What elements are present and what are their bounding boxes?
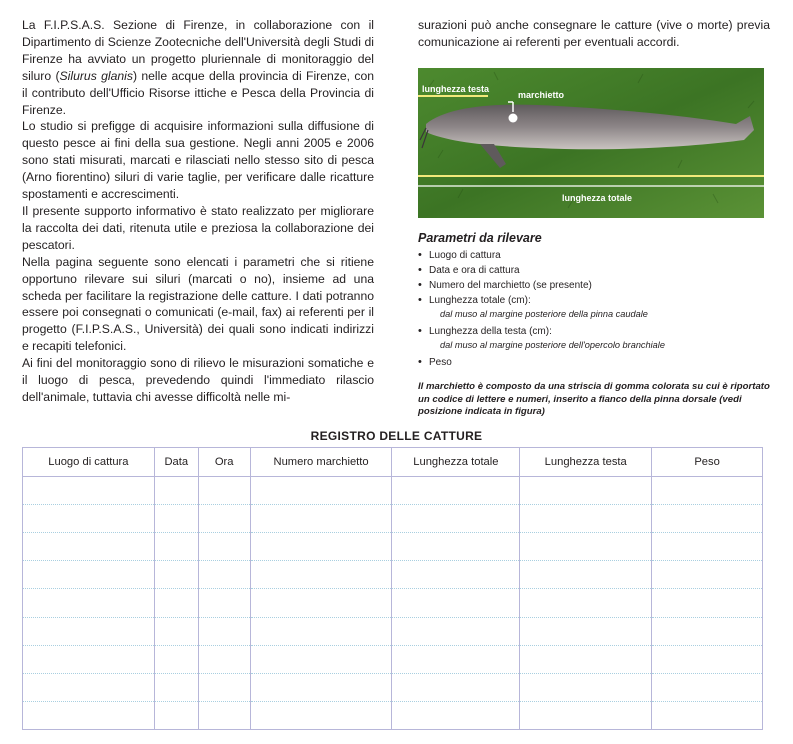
- register-cell[interactable]: [23, 617, 155, 645]
- table-row: [23, 477, 763, 505]
- column-header-total-length: Lunghezza totale: [392, 448, 520, 477]
- register-cell[interactable]: [23, 589, 155, 617]
- register-body: [23, 477, 763, 730]
- table-row: [23, 561, 763, 589]
- register-cell[interactable]: [520, 617, 652, 645]
- table-row: [23, 589, 763, 617]
- register-cell[interactable]: [392, 645, 520, 673]
- register-cell[interactable]: [520, 673, 652, 701]
- register-cell[interactable]: [392, 533, 520, 561]
- register-cell[interactable]: [154, 477, 198, 505]
- intro-paragraph-4: Nella pagina seguente sono elencati i parametri che si ritiene opportuno rilevare sui siluri (marcati o no), insieme ad una scheda per facilitare la registrazione delle catture. I dati potranno essere poi consegnati o comunicati (e-mail, fax) ai referenti per il progetto (F.I.P.S.A.S., Università) dei quali sono indicati indirizzi e recapiti telefonici.: [22, 254, 374, 354]
- register-cell[interactable]: [198, 533, 250, 561]
- parameter-item: • Lunghezza della testa (cm): dal muso al margine posteriore dell'opercolo branchiale: [418, 324, 770, 352]
- table-header-row: [23, 448, 763, 477]
- register-cell[interactable]: [652, 673, 763, 701]
- register-cell[interactable]: [154, 505, 198, 533]
- parameter-description: dal muso al margine posteriore della pinna caudale: [440, 309, 648, 319]
- intro-text: [22, 17, 374, 406]
- register-cell[interactable]: [250, 617, 392, 645]
- register-cell[interactable]: [23, 561, 155, 589]
- parameter-item: • Data e ora di cattura: [418, 263, 770, 278]
- tag-marker: [509, 114, 518, 123]
- table-row: [23, 533, 763, 561]
- register-cell[interactable]: [652, 477, 763, 505]
- table-row: [23, 645, 763, 673]
- register-cell[interactable]: [198, 617, 250, 645]
- register-cell[interactable]: [250, 701, 392, 729]
- register-title: REGISTRO DELLE CATTURE: [310, 429, 483, 443]
- register-cell[interactable]: [520, 477, 652, 505]
- register-cell[interactable]: [198, 477, 250, 505]
- register-cell[interactable]: [154, 701, 198, 729]
- register-cell[interactable]: [520, 533, 652, 561]
- label-head-length: lunghezza testa: [422, 84, 490, 94]
- register-cell[interactable]: [23, 477, 155, 505]
- species-name: Silurus glanis: [59, 68, 133, 83]
- register-cell[interactable]: [392, 701, 520, 729]
- register-cell[interactable]: [198, 673, 250, 701]
- column-header-head-length: Lunghezza testa: [520, 448, 652, 477]
- intro-paragraph-3: Il presente supporto informativo è stato realizzato per migliorare la raccolta dei dati, ritenuta utile e preziosa la collaborazione dei pescatori.: [22, 203, 374, 252]
- column-header-weight: Peso: [652, 448, 763, 477]
- label-total-length: lunghezza totale: [562, 193, 633, 203]
- intro-paragraph-1: La F.I.P.S.A.S. Sezione di Firenze, in collaborazione con il Dipartimento di Scienze Zootecniche dell'Università degli Studi di Firenze ha avviato un progetto pluriennale di monitoraggio del siluro (Silurus glanis) nelle acque della provincia di Firenze, con il contributo dell'Ufficio Risorse ittiche e Pesca della Provincia di Firenze.: [22, 18, 375, 117]
- register-cell[interactable]: [198, 589, 250, 617]
- intro-paragraph-2: Lo studio si prefigge di acquisire informazioni sulla diffusione di questo pesce ai fini della sua gestione. Negli anni 2005 e 2006 sono stati misurati, marcati e rilasciati nello stesso sito di pesca (Arno fiorentino) siluri di varie taglie, per verificare dalle ricatture spostamenti e accrescimenti.: [22, 119, 374, 202]
- register-cell[interactable]: [198, 505, 250, 533]
- parameters-list: [418, 248, 770, 370]
- register-cell[interactable]: [652, 505, 763, 533]
- register-cell[interactable]: [392, 617, 520, 645]
- register-cell[interactable]: [154, 589, 198, 617]
- register-cell[interactable]: [392, 477, 520, 505]
- register-cell[interactable]: [23, 701, 155, 729]
- parameter-item: • Luogo di cattura: [418, 248, 770, 263]
- register-cell[interactable]: [250, 477, 392, 505]
- register-cell[interactable]: [520, 645, 652, 673]
- register-cell[interactable]: [652, 561, 763, 589]
- parameters-section: [418, 231, 770, 370]
- register-cell[interactable]: [154, 645, 198, 673]
- register-cell[interactable]: [198, 701, 250, 729]
- column-header-time: Ora: [198, 448, 250, 477]
- column-header-location: Luogo di cattura: [23, 448, 155, 477]
- parameter-item: • Peso: [418, 355, 770, 370]
- table-row: [23, 673, 763, 701]
- column-header-tag-number: Numero marchietto: [250, 448, 392, 477]
- column-header-date: Data: [154, 448, 198, 477]
- register-cell[interactable]: [520, 589, 652, 617]
- parameter-item: • Numero del marchietto (se presente): [418, 278, 770, 293]
- register-cell[interactable]: [154, 617, 198, 645]
- label-tag: marchietto: [518, 90, 565, 100]
- register-cell[interactable]: [392, 561, 520, 589]
- register-cell[interactable]: [198, 561, 250, 589]
- register-cell[interactable]: [154, 533, 198, 561]
- intro-continuation: [418, 17, 770, 51]
- register-cell[interactable]: [392, 505, 520, 533]
- table-row: [23, 617, 763, 645]
- register-cell[interactable]: [23, 505, 155, 533]
- intro-paragraph-5-continued: surazioni può anche consegnare le catture (vive o morte) previa comunicazione ai referenti per eventuali accordi.: [418, 18, 770, 49]
- table-row: [23, 505, 763, 533]
- register-cell[interactable]: [23, 673, 155, 701]
- register-cell[interactable]: [520, 561, 652, 589]
- parameter-description: dal muso al margine posteriore dell'opercolo branchiale: [440, 340, 665, 350]
- register-cell[interactable]: [652, 533, 763, 561]
- register-cell[interactable]: [250, 673, 392, 701]
- register-cell[interactable]: [520, 701, 652, 729]
- catch-register-table: [22, 447, 763, 730]
- intro-paragraph-5: Ai fini del monitoraggio sono di rilievo le misurazioni somatiche e il luogo di pesca, prevedendo quindi l'immediato rilascio dell'animale, tuttavia chi avesse difficoltà nelle mi-: [22, 356, 374, 404]
- register-cell[interactable]: [23, 533, 155, 561]
- register-cell[interactable]: [250, 561, 392, 589]
- register-cell[interactable]: [154, 673, 198, 701]
- catfish-photo: [418, 68, 764, 218]
- parameter-item: • Lunghezza totale (cm): dal muso al margine posteriore della pinna caudale: [418, 293, 770, 321]
- register-cell[interactable]: [392, 673, 520, 701]
- register-cell[interactable]: [652, 701, 763, 729]
- register-cell[interactable]: [652, 589, 763, 617]
- register-cell[interactable]: [250, 645, 392, 673]
- tag-note: Il marchietto è composto da una striscia di gomma colorata su cui è riportato un codice di lettere e numeri, inserito a fianco della pinna dorsale (vedi posizione indicata in figura): [418, 381, 770, 417]
- register-cell[interactable]: [23, 645, 155, 673]
- register-cell[interactable]: [250, 505, 392, 533]
- register-cell[interactable]: [520, 505, 652, 533]
- table-row: [23, 701, 763, 729]
- register-cell[interactable]: [652, 645, 763, 673]
- register-cell[interactable]: [250, 533, 392, 561]
- register-cell[interactable]: [392, 589, 520, 617]
- register-cell[interactable]: [250, 589, 392, 617]
- register-cell[interactable]: [154, 561, 198, 589]
- parameters-title: Parametri da rilevare: [418, 231, 542, 245]
- catfish-measurement-figure: [418, 68, 764, 218]
- register-cell[interactable]: [198, 645, 250, 673]
- register-cell[interactable]: [652, 617, 763, 645]
